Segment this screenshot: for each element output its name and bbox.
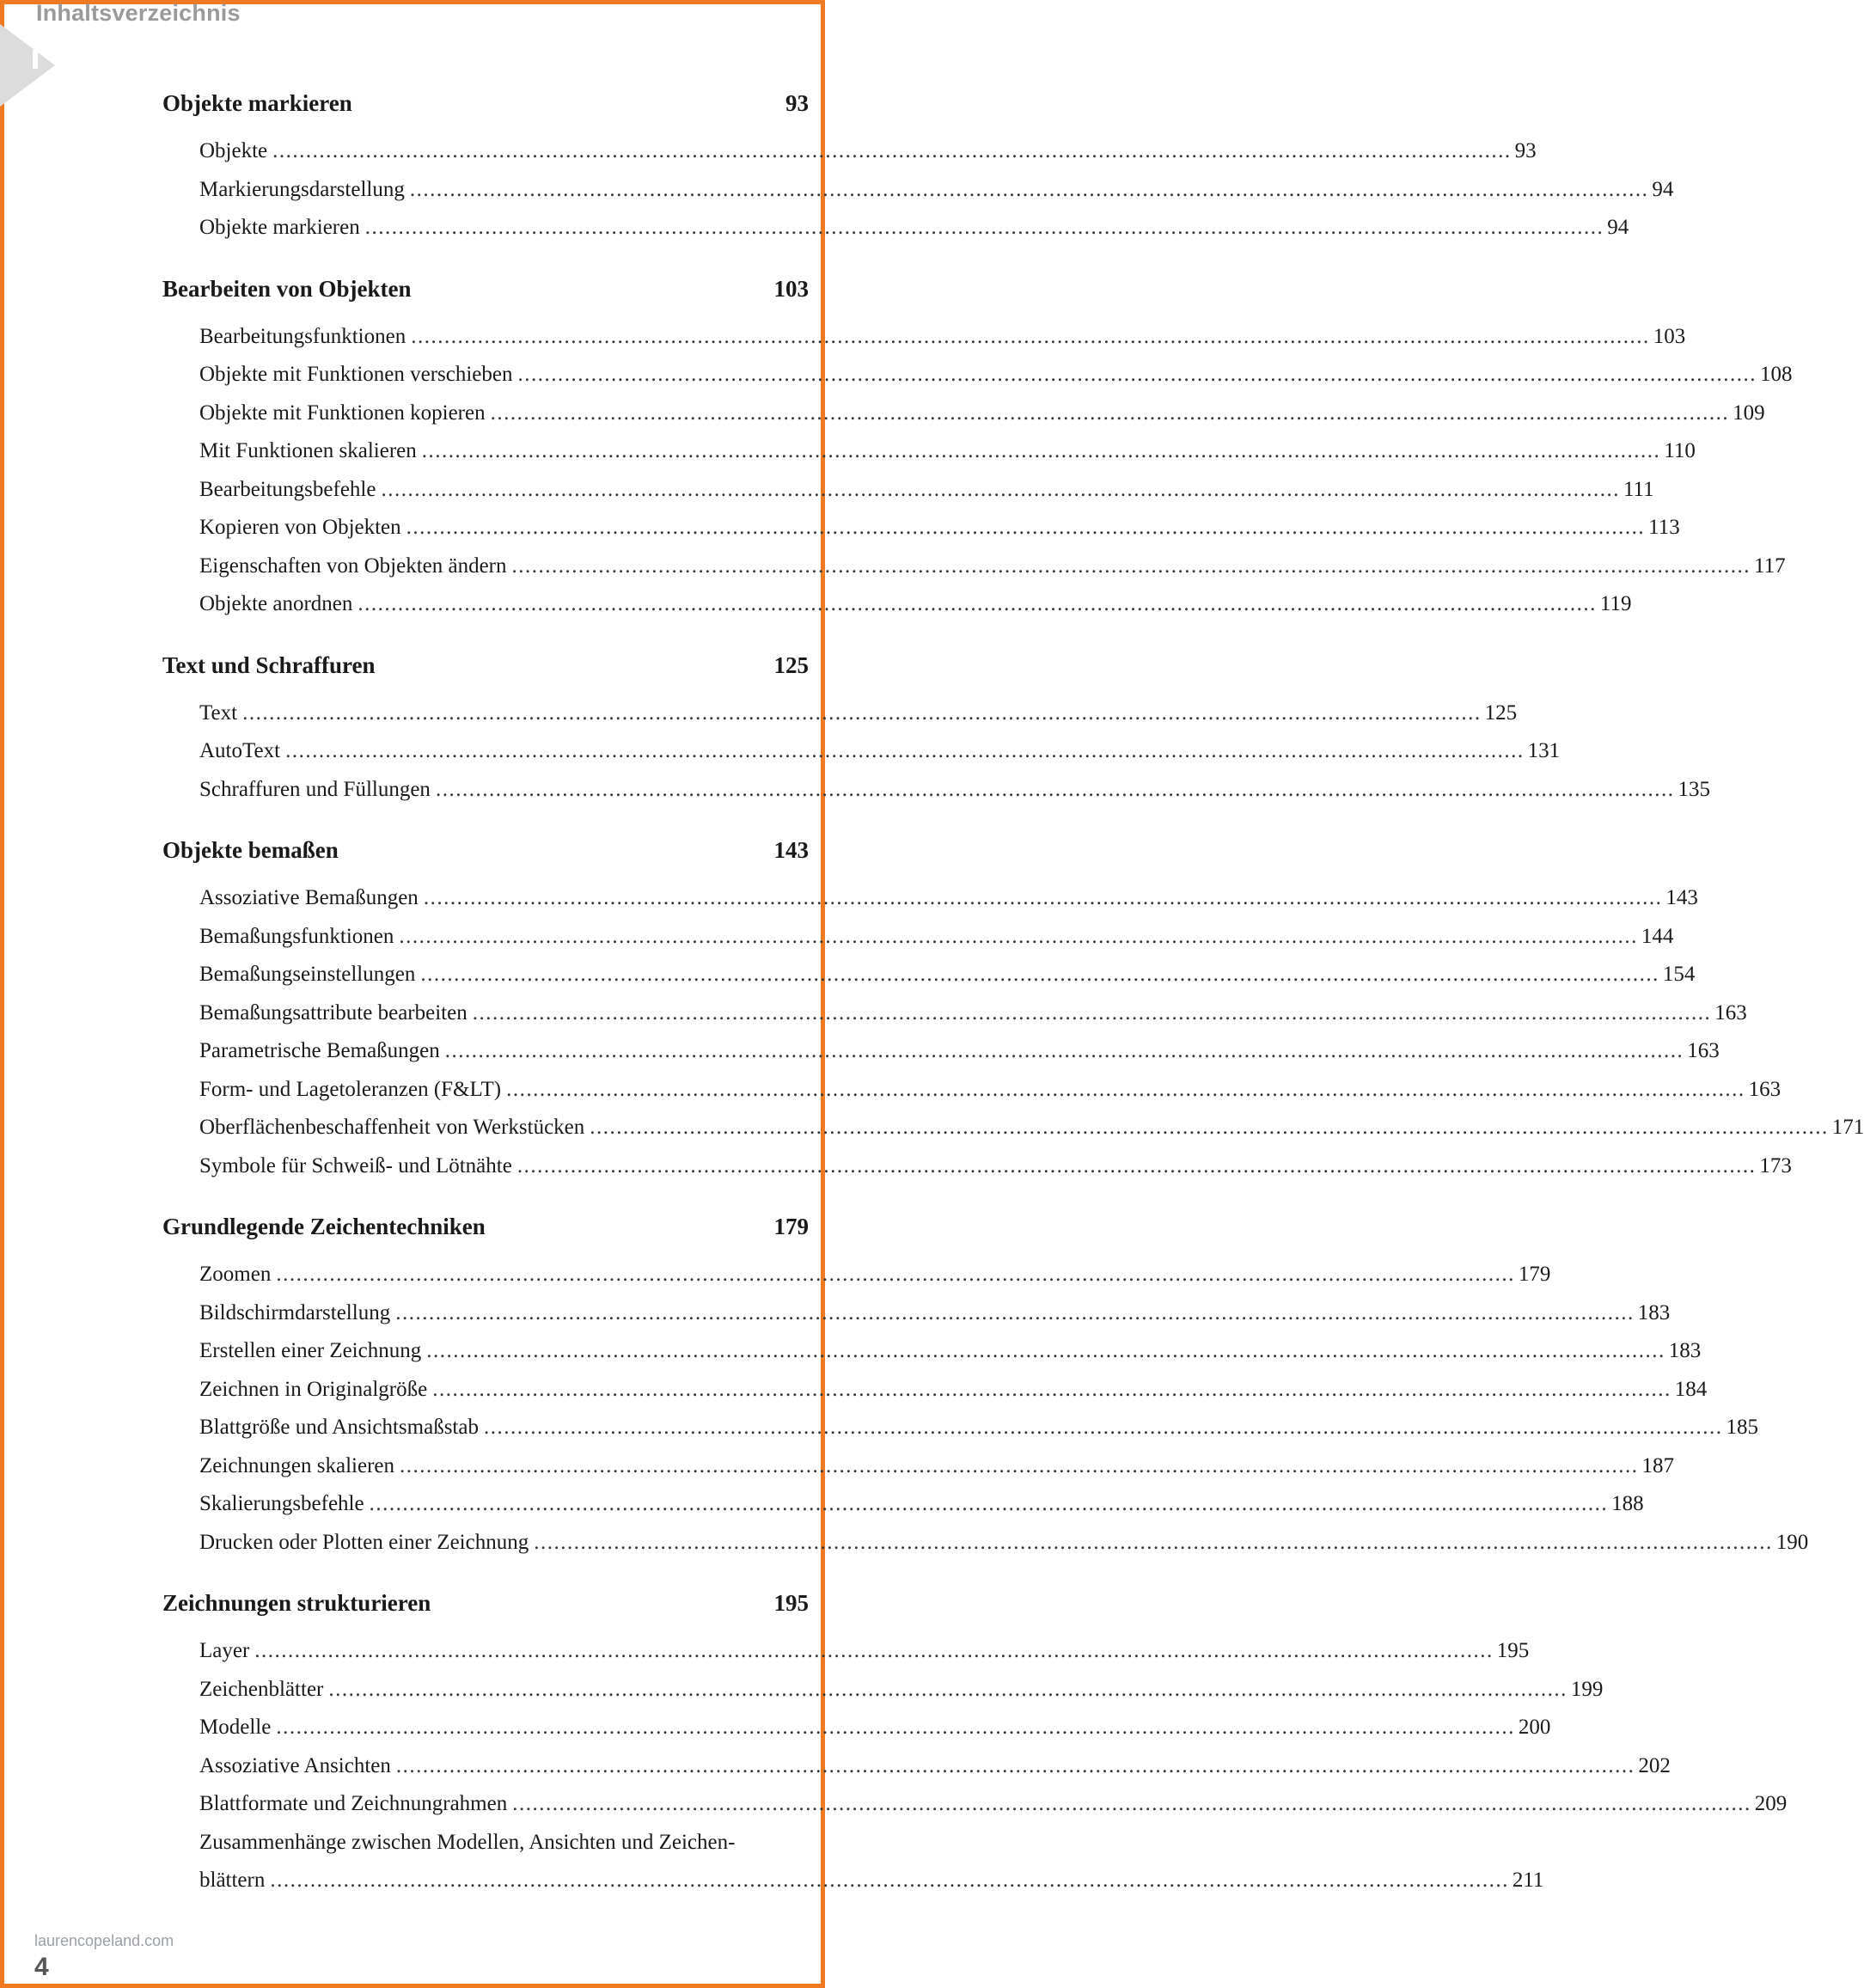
toc-entry-title: Bemaßungseinstellungen [199, 963, 416, 986]
toc-entry[interactable] [162, 395, 1765, 433]
toc-entry[interactable] [162, 1332, 1702, 1371]
toc-entry-page-number: 211 [1512, 1869, 1544, 1892]
section-heading[interactable] [162, 84, 809, 122]
dot-leader: .......................................................................................................................................................................................... [423, 886, 1663, 909]
dot-leader: .......................................................................................................................................................................................... [276, 1263, 1515, 1286]
section-heading[interactable] [162, 270, 809, 308]
toc-section [162, 84, 1674, 248]
toc-entry-title: Zeichnungen skalieren [199, 1453, 394, 1477]
dot-leader: .......................................................................................................................................................................................... [483, 1416, 1723, 1439]
dot-leader: .......................................................................................................................................................................................... [426, 1339, 1665, 1362]
toc-entry-page-number: 113 [1648, 516, 1680, 539]
section-page-number: 195 [773, 1590, 809, 1616]
table-of-contents [162, 84, 1864, 1923]
toc-entry[interactable] [162, 1632, 1530, 1671]
toc-entry-page-number: 131 [1527, 739, 1561, 762]
toc-entry-page-number: 195 [1496, 1639, 1530, 1662]
toc-entry-title: Text [199, 700, 238, 725]
dot-leader: .......................................................................................................................................................................................... [272, 139, 1512, 162]
toc-entry[interactable] [162, 694, 1518, 733]
dot-leader: .......................................................................................................................................................................................... [406, 516, 1646, 539]
toc-entry-page-number: 190 [1775, 1530, 1809, 1554]
toc-entry[interactable] [162, 879, 1698, 918]
dot-leader: .......................................................................................................................................................................................... [395, 1753, 1635, 1777]
toc-entry-page-number: 110 [1664, 439, 1696, 462]
toc-entry-page-number: 135 [1678, 777, 1710, 801]
toc-entry-page-number: 109 [1733, 401, 1765, 425]
dot-leader: .......................................................................................................................................................................................... [395, 1300, 1635, 1324]
toc-entry-page-number: 171 [1831, 1116, 1864, 1139]
dot-leader: .......................................................................................................................................................................................... [472, 1000, 1712, 1025]
section-heading[interactable] [162, 1584, 809, 1622]
toc-entry-page-number: 187 [1641, 1453, 1674, 1477]
toc-entry-title: Kopieren von Objekten [199, 516, 401, 539]
toc-entry-title: Modelle [199, 1716, 272, 1739]
toc-entry[interactable] [162, 956, 1696, 994]
section-heading[interactable] [162, 831, 809, 869]
toc-entry[interactable] [162, 318, 1686, 357]
toc-entry-page-number: 185 [1726, 1416, 1758, 1439]
dot-leader: .......................................................................................................................................................................................... [432, 1377, 1671, 1401]
dot-leader: .......................................................................................................................................................................................... [358, 592, 1597, 615]
toc-entry-title: Eigenschaften von Objekten ändern [199, 554, 507, 578]
toc-entry[interactable] [162, 771, 1710, 810]
toc-entry[interactable] [162, 132, 1537, 171]
dot-leader: .......................................................................................................................................................................................... [516, 1153, 1757, 1178]
dot-leader: .......................................................................................................................................................................................... [254, 1639, 1494, 1662]
dot-leader: .......................................................................................................................................................................................... [435, 777, 1675, 801]
dot-leader: .......................................................................................................................................................................................... [409, 177, 1649, 201]
toc-entry[interactable] [162, 732, 1561, 771]
toc-entry[interactable] [162, 547, 1786, 586]
dot-leader: .......................................................................................................................................................................................... [285, 739, 1525, 762]
dot-leader: .......................................................................................................................................................................................... [512, 1792, 1751, 1815]
toc-entry-title: Mit Funktionen skalieren [199, 439, 417, 462]
toc-entry[interactable] [162, 1671, 1604, 1710]
toc-entry-title: Parametrische Bemaßungen [199, 1039, 440, 1062]
toc-entry-page-number: 188 [1611, 1492, 1644, 1515]
toc-entry-title: Schraffuren und Füllungen [199, 777, 431, 801]
toc-entry-title: Objekte mit Funktionen verschieben [199, 363, 513, 386]
dot-leader: .......................................................................................................................................................................................... [242, 700, 1482, 725]
section-heading[interactable] [162, 1208, 809, 1245]
dot-leader: .......................................................................................................................................................................................... [276, 1716, 1515, 1739]
toc-entry[interactable] [162, 1294, 1671, 1333]
toc-entry[interactable] [162, 585, 1632, 624]
toc-entry-page-number: 183 [1668, 1339, 1702, 1362]
toc-entry-title: Blattgröße und Ansichtsmaßstab [199, 1416, 479, 1439]
toc-entry[interactable] [162, 1371, 1708, 1410]
toc-entry-title: Objekte mit Funktionen kopieren [199, 401, 486, 425]
section-title: Bearbeiten von Objekten [162, 275, 412, 302]
toc-section [162, 831, 1864, 1185]
section-page-number: 143 [773, 837, 809, 863]
toc-entry-title: Skalierungsbefehle [199, 1492, 364, 1515]
section-title: Zeichnungen strukturieren [162, 1590, 431, 1616]
dot-leader: .......................................................................................................................................................................................... [364, 216, 1604, 239]
toc-entry[interactable] [162, 356, 1793, 395]
toc-entry-title: Zeichenblätter [199, 1677, 324, 1701]
section-page-number: 125 [773, 651, 809, 678]
toc-entry-title: Markierungsdarstellung [199, 177, 405, 201]
toc-section [162, 1584, 1788, 1900]
toc-entry-page-number: 163 [1748, 1077, 1781, 1101]
toc-entry-page-number: 94 [1607, 216, 1629, 239]
toc-entry[interactable] [162, 1747, 1671, 1786]
toc-entry[interactable] [162, 1032, 1720, 1071]
toc-entry[interactable] [162, 1485, 1644, 1524]
dot-leader: .......................................................................................................................................................................................... [421, 439, 1661, 462]
page-number: 4 [34, 1953, 49, 1981]
dot-leader: .......................................................................................................................................................................................... [399, 924, 1638, 948]
section-page-number: 179 [773, 1214, 809, 1239]
toc-entry-title: Bemaßungsfunktionen [199, 924, 394, 948]
toc-entry-page-number: 103 [1653, 324, 1686, 348]
section-title: Objekte bemaßen [162, 837, 339, 863]
toc-entry[interactable] [162, 1256, 1551, 1294]
toc-entry-page-number: 154 [1662, 963, 1696, 986]
toc-entry-page-number: 173 [1759, 1153, 1792, 1178]
dot-leader: .......................................................................................................................................................................................... [411, 324, 1650, 348]
dot-leader: .......................................................................................................................................................................................... [511, 554, 1751, 578]
toc-entry-page-number: 93 [1514, 139, 1537, 162]
toc-entry-page-number: 119 [1599, 592, 1632, 615]
toc-entry-page-number: 117 [1754, 554, 1786, 578]
running-header-title: Inhaltsverzeichnis [36, 0, 241, 26]
toc-entry-title: Zeichnen in Originalgröße [199, 1377, 428, 1401]
toc-entry-page-number: 108 [1760, 363, 1793, 386]
toc-entry-page-number: 144 [1641, 924, 1674, 948]
toc-entry-title: Bildschirmdarstellung [199, 1300, 391, 1324]
toc-entry[interactable] [162, 1524, 1809, 1563]
watermark-text: laurencopeland.com [34, 1932, 174, 1949]
toc-entry[interactable] [162, 209, 1629, 248]
toc-section [162, 1208, 1809, 1562]
dot-leader: .......................................................................................................................................................................................... [369, 1492, 1609, 1515]
toc-entry-title: Objekte markieren [199, 216, 360, 239]
toc-entry-page-number: 94 [1652, 177, 1674, 201]
toc-entry[interactable] [162, 1147, 1792, 1186]
toc-entry-title-line: Zusammenhänge zwischen Modellen, Ansichten und Zeichen- [199, 1830, 736, 1854]
toc-entry[interactable] [162, 1109, 1864, 1147]
dot-leader: .......................................................................................................................................................................................... [444, 1039, 1684, 1062]
section-title: Text und Schraffuren [162, 651, 376, 678]
toc-entry-title: Blattformate und Zeichnungrahmen [199, 1792, 508, 1815]
toc-entry-title: Assoziative Ansichten [199, 1753, 391, 1777]
toc-entry-title: Oberflächenbeschaffenheit von Werkstücken [199, 1116, 585, 1139]
toc-entry-title: Drucken oder Plotten einer Zeichnung [199, 1530, 529, 1554]
toc-entry-title: Erstellen einer Zeichnung [199, 1339, 422, 1362]
toc-entry-title: Form- und Lagetoleranzen (F&LT) [199, 1077, 502, 1101]
header-arrow-icon [0, 24, 55, 107]
section-page-number: 103 [773, 275, 809, 302]
section-title: Grundlegende Zeichentechniken [162, 1214, 486, 1239]
toc-entry[interactable] [162, 1409, 1758, 1447]
dot-leader: .......................................................................................................................................................................................... [400, 1453, 1639, 1477]
toc-entry-page-number: 199 [1570, 1677, 1604, 1701]
dot-leader: .......................................................................................................................................................................................... [590, 1116, 1829, 1139]
dot-leader: .......................................................................................................................................................................................... [270, 1869, 1509, 1892]
toc-entry[interactable] [162, 1447, 1674, 1486]
toc-entry-title: Zoomen [199, 1263, 272, 1286]
dot-leader: .......................................................................................................................................................................................... [506, 1077, 1745, 1101]
section-title: Objekte markieren [162, 90, 352, 116]
toc-entry-title: blättern [199, 1869, 266, 1892]
toc-entry-title: Assoziative Bemaßungen [199, 886, 419, 909]
dot-leader: .......................................................................................................................................................................................... [328, 1677, 1568, 1701]
dot-leader: .......................................................................................................................................................................................... [420, 963, 1659, 986]
toc-entry[interactable] [162, 432, 1696, 471]
toc-entry[interactable] [162, 918, 1674, 957]
toc-entry-page-number: 183 [1637, 1300, 1671, 1324]
toc-entry[interactable] [162, 471, 1654, 510]
toc-section [162, 270, 1793, 624]
dot-leader: .......................................................................................................................................................................................... [490, 401, 1730, 425]
toc-entry-title: Symbole für Schweiß- und Lötnähte [199, 1153, 512, 1178]
toc-entry[interactable] [162, 994, 1747, 1033]
toc-entry[interactable] [162, 509, 1680, 547]
toc-entry-title: Bearbeitungsfunktionen [199, 324, 406, 348]
toc-entry-title: Objekte anordnen [199, 592, 353, 615]
section-heading[interactable] [162, 646, 809, 684]
toc-entry-title: Layer [199, 1639, 250, 1662]
toc-entry-page-number: 209 [1754, 1792, 1788, 1815]
toc-entry-page-number: 163 [1687, 1039, 1720, 1062]
toc-entry-title: Objekte [199, 139, 268, 162]
toc-entry[interactable] [162, 1862, 1544, 1900]
toc-entry-page-number: 111 [1623, 477, 1654, 501]
dot-leader: .......................................................................................................................................................................................... [381, 477, 1620, 501]
toc-entry-title: Bearbeitungsbefehle [199, 477, 376, 501]
header-bar-mark [33, 50, 38, 69]
toc-entry-page-number: 179 [1518, 1263, 1551, 1286]
toc-entry-page-number: 202 [1638, 1753, 1671, 1777]
toc-entry[interactable] [162, 1785, 1788, 1824]
dot-leader: .......................................................................................................................................................................................... [534, 1530, 1773, 1554]
toc-entry-page-number: 200 [1518, 1716, 1551, 1739]
section-page-number: 93 [785, 90, 809, 116]
toc-entry-page-number: 143 [1665, 886, 1698, 909]
toc-section [162, 646, 1710, 810]
dot-leader: .......................................................................................................................................................................................... [517, 363, 1757, 386]
toc-entry-title: Bemaßungsattribute bearbeiten [199, 1000, 468, 1025]
toc-entry[interactable] [162, 171, 1674, 210]
toc-entry-page-number: 184 [1674, 1377, 1708, 1401]
toc-entry-page-number: 163 [1714, 1000, 1747, 1025]
toc-entry-page-number: 125 [1484, 700, 1518, 725]
toc-entry[interactable] [162, 1071, 1781, 1110]
toc-entry-title: AutoText [199, 739, 281, 762]
toc-entry[interactable] [162, 1709, 1551, 1747]
